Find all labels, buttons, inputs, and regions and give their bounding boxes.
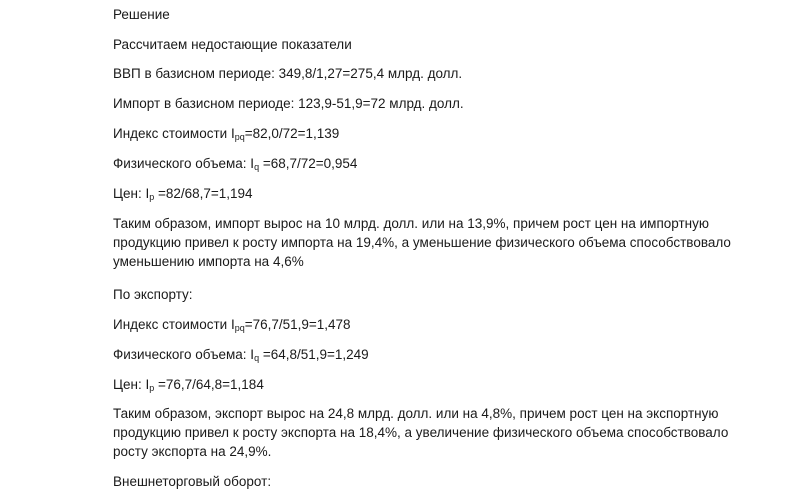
export-volume-index-label: Физического объема: I (113, 347, 255, 362)
intro-line: Рассчитаем недостающие показатели (113, 37, 352, 52)
export-conclusion-line-2: продукцию привел к росту экспорта на 18,4%, а увеличение физического объема способствовало (113, 425, 729, 440)
import-conclusion-paragraph (113, 214, 753, 271)
export-heading: По экспорту: (113, 287, 193, 302)
import-value-index-subscript: pq (234, 132, 245, 142)
export-price-index-line (113, 375, 753, 394)
import-volume-index-label: Физического объема: I (113, 156, 255, 171)
import-volume-index-formula: =68,7/72=0,954 (259, 156, 358, 171)
import-conclusion-line-3: уменьшению импорта на 4,6% (113, 254, 304, 269)
export-price-index-label: Цен: I (113, 377, 150, 392)
export-conclusion-line-1: Таким образом, экспорт вырос на 24,8 млрд. долл. или на 4,8%, причем рост цен на экспортную (113, 406, 719, 421)
export-value-index-subscript: pq (234, 323, 245, 333)
import-price-index-formula: =82/68,7=1,194 (154, 186, 253, 201)
export-value-index-label: Индекс стоимости I (113, 317, 235, 332)
import-price-index-subscript: p (149, 192, 155, 202)
import-value-index-label: Индекс стоимости I (113, 126, 235, 141)
export-volume-index-line (113, 345, 753, 364)
solution-heading: Решение (113, 7, 170, 22)
export-value-index-formula: =76,7/51,9=1,478 (244, 317, 351, 332)
import-conclusion-line-2: продукцию привел к росту импорта на 19,4%, а уменьшение физического объема способствовало (113, 235, 731, 250)
import-price-index-line (113, 184, 753, 203)
export-price-index-formula: =76,7/64,8=1,184 (154, 377, 264, 392)
gdp-line: ВВП в базисном периоде: 349,8/1,27=275,4 млрд. долл. (113, 66, 463, 81)
trade-turnover-heading: Внешнеторговый оборот: (113, 474, 272, 489)
export-volume-index-subscript: q (254, 353, 260, 363)
import-price-index-label: Цен: I (113, 186, 150, 201)
import-volume-index-line (113, 154, 753, 173)
export-value-index-line (113, 315, 753, 334)
import-value-index-line (113, 124, 753, 143)
export-conclusion-paragraph (113, 404, 753, 461)
import-volume-index-subscript: q (254, 162, 260, 172)
import-value-index-formula: =82,0/72=1,139 (244, 126, 340, 141)
export-price-index-subscript: p (149, 383, 155, 393)
export-conclusion-line-3: росту экспорта на 24,9%. (113, 444, 272, 459)
export-volume-index-formula: =64,8/51,9=1,249 (259, 347, 369, 362)
import-base-line: Импорт в базисном периоде: 123,9-51,9=72 млрд. долл. (113, 96, 464, 111)
import-conclusion-line-1: Таким образом, импорт вырос на 10 млрд. долл. или на 13,9%, причем рост цен на импортную (113, 216, 710, 231)
